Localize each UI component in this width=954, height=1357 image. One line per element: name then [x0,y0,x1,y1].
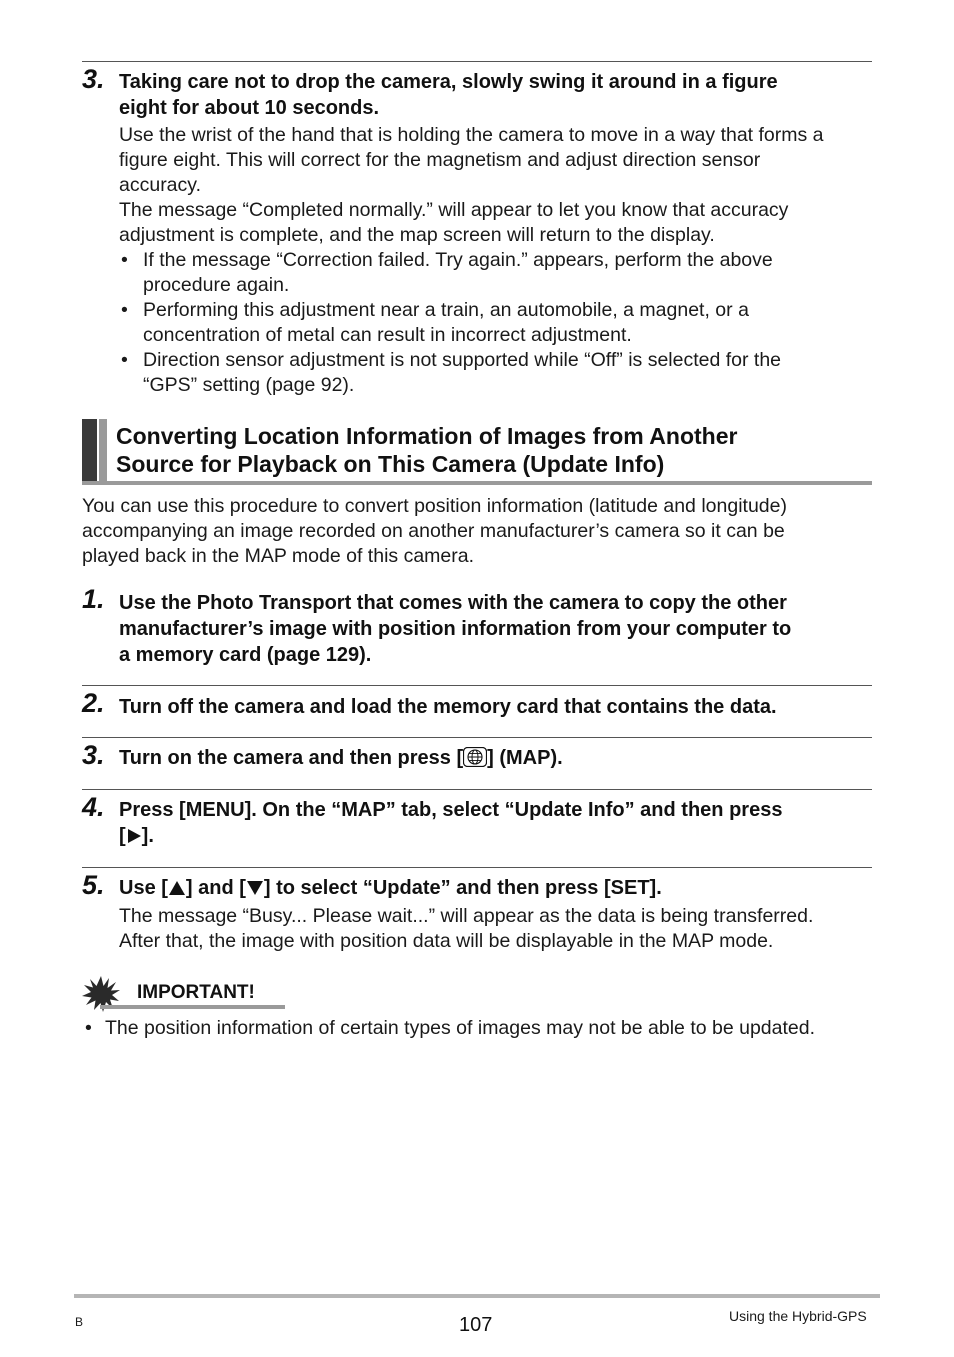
step-number: 3. [82,64,105,94]
list-item: • Performing this adjustment near a train, an automobile, a magnet, or a concentration of metal can result in incorrect adjustment. [121,299,749,346]
section-intro: You can use this procedure to convert position information (latitude and longitude) accompanying an image recorded on another manufacturer’s camera so it can be played back in the MAP mode of this camera. [82,495,787,567]
divider [82,685,872,686]
list-item: • If the message “Correction failed. Try again.” appears, perform the above procedure again. [121,249,773,296]
triangle-up-icon [168,877,186,893]
footer-chapter: Using the Hybrid-GPS [729,1308,867,1324]
important-label: IMPORTANT! [137,982,255,1003]
step-title: Turn on the camera and then press [ ] (MAP). [119,747,563,769]
list-item: • The position information of certain types of images may not be able to be updated. [85,1017,816,1039]
divider [82,867,872,868]
important-underline [100,1005,285,1009]
triangle-right-icon [126,825,142,841]
footer-rule [74,1294,880,1298]
step-number: 5. [82,870,105,900]
step-number: 3. [82,740,105,770]
divider [82,61,872,62]
footer-left: B [75,1315,84,1329]
page-number: 107 [459,1314,493,1336]
globe-icon [463,747,487,767]
step-title: Use [ ] and [ ] to select “Update” and then press [SET]. [119,877,662,899]
triangle-down-icon [246,877,264,893]
step-number: 1. [82,584,105,614]
section-underline [82,481,872,485]
step-number: 2. [82,688,105,718]
step-title: Use the Photo Transport that comes with the camera to copy the other manufacturer’s image with position information from your computer to a memory card (page 129). [119,592,792,666]
step-body: The message “Busy... Please wait...” will appear as the data is being transferred. After that, the image with position data will be displayable in the MAP mode. [119,905,814,952]
divider [82,789,872,790]
divider [82,737,872,738]
step-title: Taking care not to drop the camera, slowly swing it around in a figure eight for about 10 seconds. [119,71,778,119]
section-marker [99,419,107,483]
step-title: Press [MENU]. On the “MAP” tab, select “Update Info” and then press [ ]. [119,799,783,847]
section-marker [82,419,97,483]
list-item: • Direction sensor adjustment is not supported while “Off” is selected for the “GPS” setting (page 92). [121,349,782,396]
section-title: Converting Location Information of Images from Another Source for Playback on This Camera (Update Info) [116,423,738,477]
step-title: Turn off the camera and load the memory card that contains the data. [119,696,777,718]
step-body: Use the wrist of the hand that is holding the camera to move in a way that forms a figure eight. This will correct for the magnetism and adjust direction sensor accuracy. The message “Completed normally.” will appear to let you know that accuracy adjustment is complete, and the map screen will return to the display. [119,124,824,246]
step-number: 4. [82,792,105,822]
